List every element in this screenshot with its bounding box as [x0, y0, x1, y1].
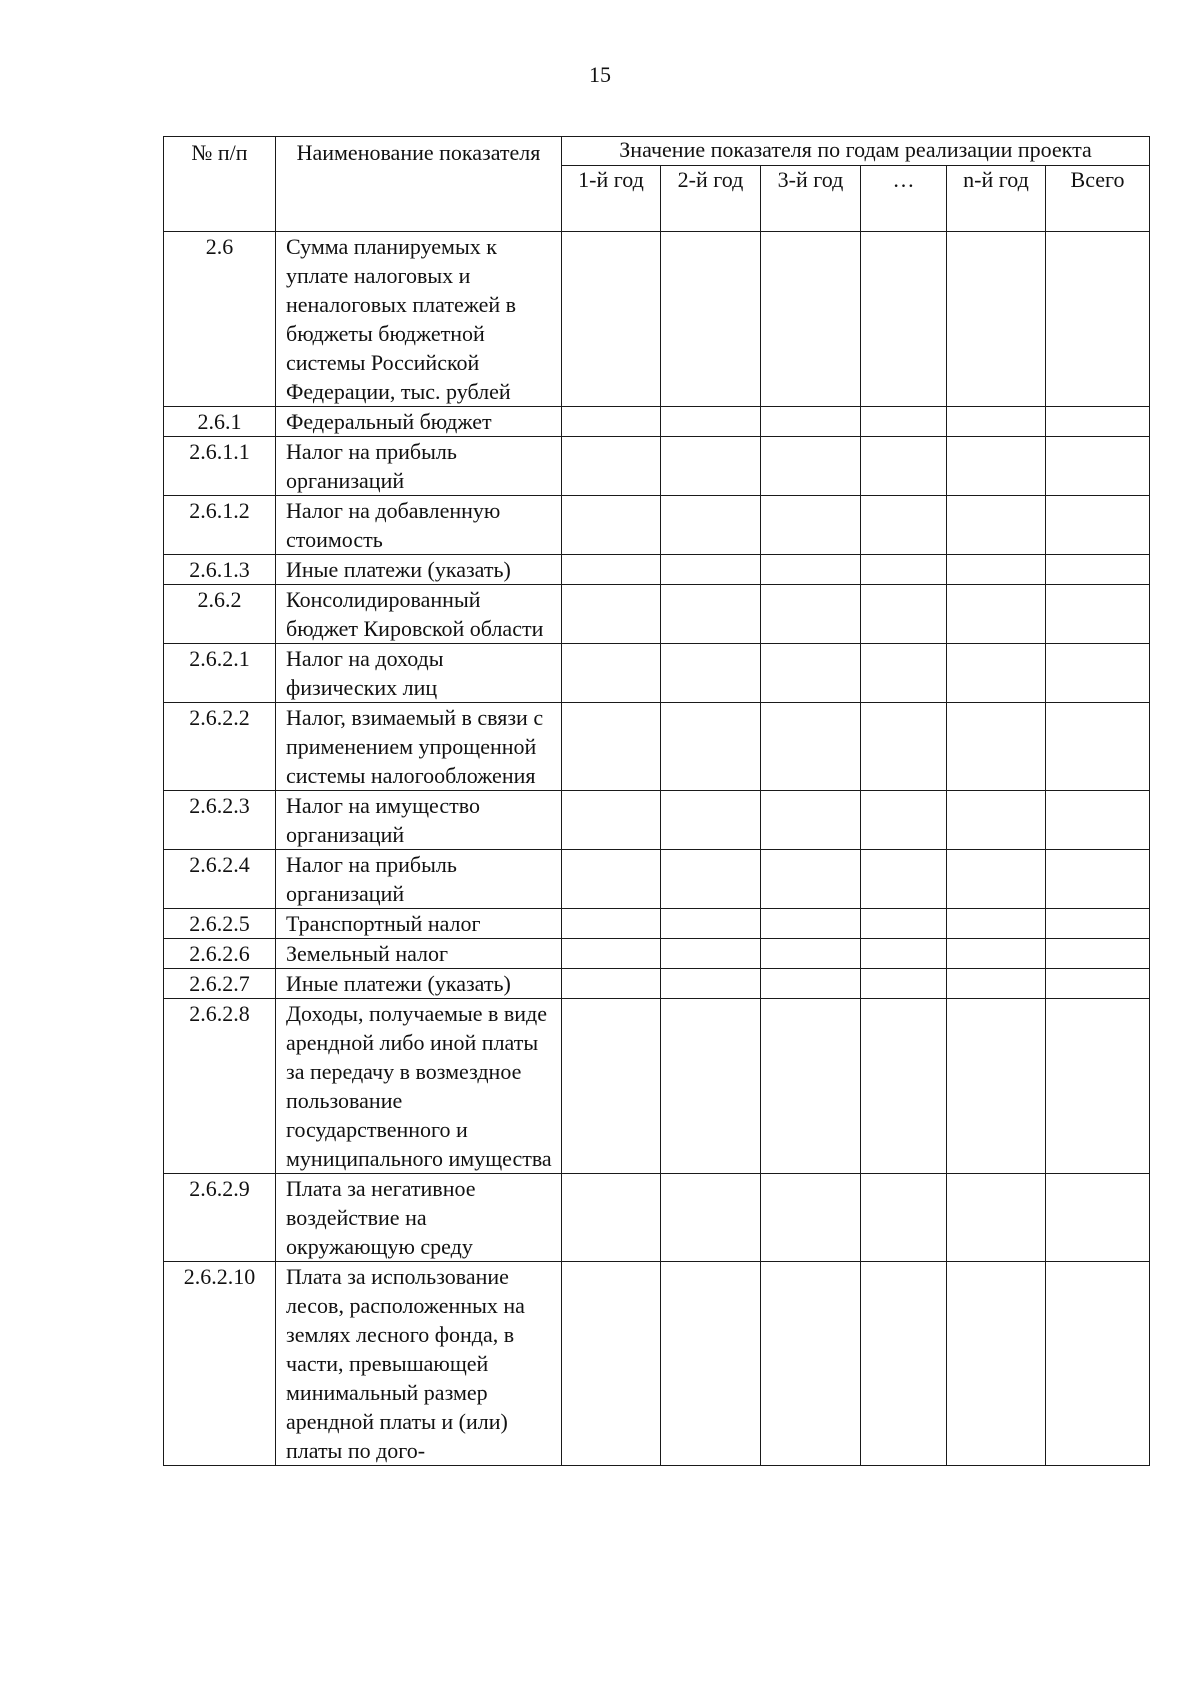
value-cell — [1046, 407, 1150, 437]
value-cell — [562, 909, 661, 939]
row-number: 2.6.2.4 — [164, 850, 276, 909]
value-cell — [761, 407, 861, 437]
value-cell — [861, 555, 947, 585]
table-row — [164, 703, 1150, 791]
row-number: 2.6.2.5 — [164, 909, 276, 939]
value-cell — [947, 1262, 1046, 1466]
value-cell — [1046, 703, 1150, 791]
value-cell — [947, 644, 1046, 703]
row-number: 2.6.1.3 — [164, 555, 276, 585]
row-indicator-name: Плата за использование лесов, расположенных на землях лесного фонда, в части, превышающей минимальный размер арендной платы и (или) платы по дого- — [276, 1262, 562, 1466]
value-cell — [947, 909, 1046, 939]
row-number: 2.6.1.1 — [164, 437, 276, 496]
header-num: № п/п — [164, 137, 276, 232]
value-cell — [861, 1174, 947, 1262]
value-cell — [661, 999, 761, 1174]
row-indicator-name: Налог, взимаемый в связи с применением упрощенной системы налогообложения — [276, 703, 562, 791]
value-cell — [947, 703, 1046, 791]
value-cell — [1046, 1262, 1150, 1466]
value-cell — [861, 437, 947, 496]
row-number: 2.6.1.2 — [164, 496, 276, 555]
value-cell — [661, 850, 761, 909]
row-indicator-name: Земельный налог — [276, 939, 562, 969]
value-cell — [947, 496, 1046, 555]
row-number: 2.6.2.1 — [164, 644, 276, 703]
value-cell — [761, 232, 861, 407]
value-cell — [1046, 909, 1150, 939]
value-cell — [1046, 939, 1150, 969]
value-cell — [861, 232, 947, 407]
row-number: 2.6.2.3 — [164, 791, 276, 850]
table-row — [164, 791, 1150, 850]
row-number: 2.6.2.2 — [164, 703, 276, 791]
value-cell — [661, 969, 761, 999]
row-number: 2.6.2 — [164, 585, 276, 644]
value-cell — [947, 939, 1046, 969]
value-cell — [761, 850, 861, 909]
row-number: 2.6.2.8 — [164, 999, 276, 1174]
value-cell — [661, 437, 761, 496]
value-cell — [861, 969, 947, 999]
value-cell — [761, 437, 861, 496]
row-indicator-name: Федеральный бюджет — [276, 407, 562, 437]
row-number: 2.6.2.10 — [164, 1262, 276, 1466]
value-cell — [661, 555, 761, 585]
value-cell — [661, 1174, 761, 1262]
value-cell — [562, 555, 661, 585]
row-number: 2.6 — [164, 232, 276, 407]
row-indicator-name: Иные платежи (указать) — [276, 555, 562, 585]
value-cell — [1046, 791, 1150, 850]
row-indicator-name: Консолидированный бюджет Кировской области — [276, 585, 562, 644]
value-cell — [761, 939, 861, 969]
header-total: Всего — [1046, 166, 1150, 232]
value-cell — [861, 999, 947, 1174]
table-row — [164, 585, 1150, 644]
value-cell — [562, 585, 661, 644]
value-cell — [562, 644, 661, 703]
row-indicator-name: Сумма планируемых к уплате налоговых и неналоговых платежей в бюджеты бюджетной системы Российской Федерации, тыс. рублей — [276, 232, 562, 407]
value-cell — [861, 496, 947, 555]
value-cell — [562, 791, 661, 850]
value-cell — [562, 969, 661, 999]
table-row — [164, 232, 1150, 407]
value-cell — [661, 909, 761, 939]
value-cell — [661, 585, 761, 644]
value-cell — [661, 1262, 761, 1466]
value-cell — [947, 437, 1046, 496]
table-row — [164, 850, 1150, 909]
indicators-table — [163, 136, 1150, 1466]
value-cell — [947, 232, 1046, 407]
table-row — [164, 496, 1150, 555]
value-cell — [562, 939, 661, 969]
row-indicator-name: Иные платежи (указать) — [276, 969, 562, 999]
row-number: 2.6.2.7 — [164, 969, 276, 999]
row-number: 2.6.1 — [164, 407, 276, 437]
value-cell — [661, 232, 761, 407]
value-cell — [562, 1262, 661, 1466]
value-cell — [761, 999, 861, 1174]
value-cell — [761, 969, 861, 999]
value-cell — [562, 999, 661, 1174]
header-name: Наименование показателя — [276, 137, 562, 232]
value-cell — [947, 791, 1046, 850]
header-year-n: n-й год — [947, 166, 1046, 232]
value-cell — [861, 644, 947, 703]
value-cell — [562, 407, 661, 437]
table-row — [164, 969, 1150, 999]
value-cell — [947, 1174, 1046, 1262]
value-cell — [947, 969, 1046, 999]
table-body — [164, 232, 1150, 1466]
value-cell — [1046, 1174, 1150, 1262]
value-cell — [947, 850, 1046, 909]
table-row — [164, 644, 1150, 703]
table-row — [164, 999, 1150, 1174]
row-indicator-name: Налог на имущество организаций — [276, 791, 562, 850]
value-cell — [562, 496, 661, 555]
value-cell — [947, 585, 1046, 644]
table-row — [164, 1174, 1150, 1262]
value-cell — [661, 791, 761, 850]
header-year-2: 2-й год — [661, 166, 761, 232]
value-cell — [861, 1262, 947, 1466]
header-year-ellipsis: … — [861, 166, 947, 232]
row-indicator-name: Налог на прибыль организаций — [276, 437, 562, 496]
value-cell — [562, 850, 661, 909]
row-number: 2.6.2.9 — [164, 1174, 276, 1262]
row-indicator-name: Транспортный налог — [276, 909, 562, 939]
page-number: 15 — [589, 62, 611, 87]
value-cell — [861, 791, 947, 850]
row-indicator-name: Налог на доходы физических лиц — [276, 644, 562, 703]
value-cell — [947, 407, 1046, 437]
row-indicator-name: Плата за негативное воздействие на окружающую среду — [276, 1174, 562, 1262]
table-row — [164, 437, 1150, 496]
value-cell — [861, 407, 947, 437]
table-row — [164, 1262, 1150, 1466]
value-cell — [861, 703, 947, 791]
value-cell — [661, 644, 761, 703]
header-year-1: 1-й год — [562, 166, 661, 232]
header-group: Значение показателя по годам реализации проекта — [562, 137, 1150, 166]
value-cell — [861, 585, 947, 644]
value-cell — [1046, 555, 1150, 585]
row-indicator-name: Налог на прибыль организаций — [276, 850, 562, 909]
value-cell — [861, 939, 947, 969]
value-cell — [761, 585, 861, 644]
row-number: 2.6.2.6 — [164, 939, 276, 969]
value-cell — [1046, 232, 1150, 407]
value-cell — [562, 1174, 661, 1262]
value-cell — [1046, 644, 1150, 703]
value-cell — [1046, 437, 1150, 496]
value-cell — [761, 496, 861, 555]
value-cell — [861, 909, 947, 939]
value-cell — [1046, 999, 1150, 1174]
value-cell — [661, 496, 761, 555]
row-indicator-name: Доходы, получаемые в виде арендной либо иной платы за передачу в возмездное пользование государственного и муниципального имущества — [276, 999, 562, 1174]
value-cell — [562, 703, 661, 791]
value-cell — [1046, 496, 1150, 555]
value-cell — [1046, 585, 1150, 644]
table-row — [164, 555, 1150, 585]
value-cell — [947, 999, 1046, 1174]
value-cell — [861, 850, 947, 909]
header-year-3: 3-й год — [761, 166, 861, 232]
value-cell — [1046, 969, 1150, 999]
table-row — [164, 909, 1150, 939]
value-cell — [1046, 850, 1150, 909]
value-cell — [562, 232, 661, 407]
row-indicator-name: Налог на добавленную стоимость — [276, 496, 562, 555]
value-cell — [661, 703, 761, 791]
value-cell — [761, 555, 861, 585]
table-row — [164, 939, 1150, 969]
value-cell — [661, 407, 761, 437]
value-cell — [761, 644, 861, 703]
table-row — [164, 407, 1150, 437]
header-row-top — [164, 137, 1150, 166]
value-cell — [562, 437, 661, 496]
value-cell — [761, 1174, 861, 1262]
value-cell — [761, 909, 861, 939]
value-cell — [661, 939, 761, 969]
value-cell — [761, 791, 861, 850]
value-cell — [761, 1262, 861, 1466]
value-cell — [947, 555, 1046, 585]
value-cell — [761, 703, 861, 791]
